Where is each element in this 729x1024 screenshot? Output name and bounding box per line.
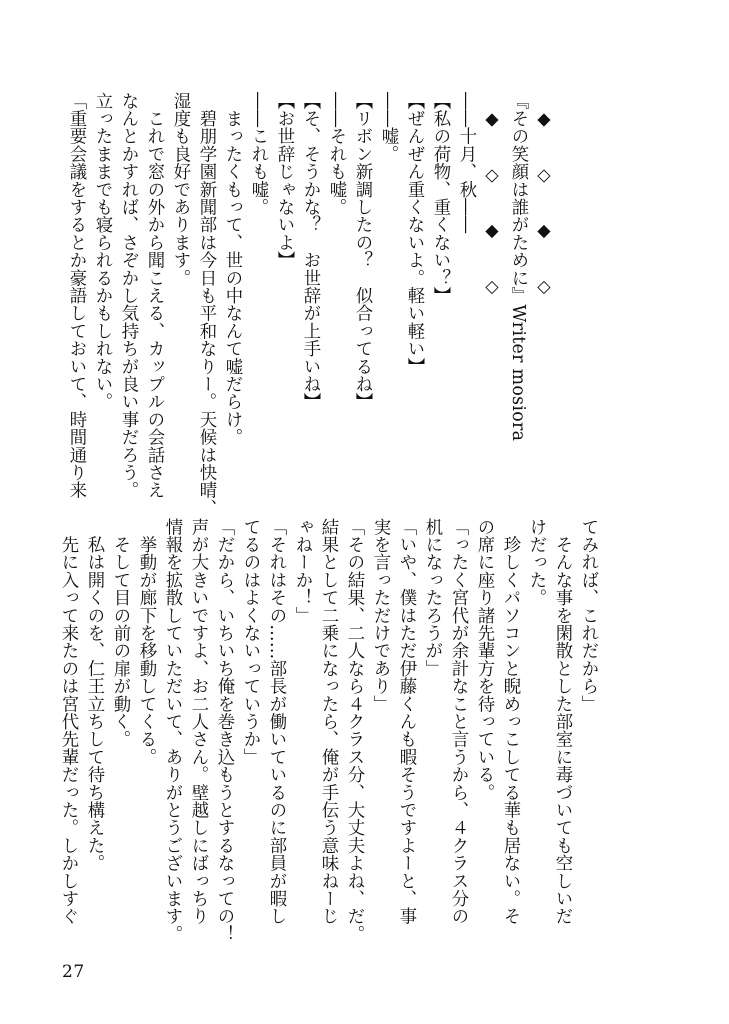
text-line: 【そ、そうかな？ お世辞が上手いね】 [300,92,320,411]
upper-text-block [66,92,557,517]
text-line: 【リボン新調したの？ 似合ってるね】 [352,92,372,411]
text-line: 声が大きいですよ、お二人さん。壁越しにばっちり [188,518,208,926]
text-line: てみれば、これだから」 [578,518,598,713]
text-line: ――十月、秋―― [456,92,476,234]
text-line: まったくもって、世の中なんて嘘だらけ。 [222,92,242,446]
lower-text-block [58,518,601,943]
text-line: 情報を拡散していただいて、ありがとうございます。 [162,518,182,943]
text-line: 「だから、いちいち俺を巻き込もうとするなっての！ [214,518,234,943]
text-line: 碧朋学園新聞部は今日も平和なりー。天候は快晴、 [196,92,216,517]
text-line: これで窓の外から聞こえる、カップルの会話さえ [144,92,164,500]
text-line: けだった。 [526,518,546,607]
text-line: 挙動が廊下を移動してくる。 [136,518,156,766]
text-line: 先に入って来たのは宮代先輩だった。しかしすぐ [58,518,78,926]
text-line: 【私の荷物、重くない？】 [430,92,450,305]
text-line: ◆ ◇ ◆ ◇ [534,92,554,298]
text-line: 「それはその……部長が働いているのに部員が暇し [266,518,286,926]
text-line: 【お世辞じゃないよ】 [274,92,294,269]
text-line: ――これも嘘。 [248,92,268,216]
text-line: ◆ ◇ ◆ ◇ [482,92,502,298]
text-line: なんとかすれば、さぞかし気持ちが良い事だろう。 [118,92,138,500]
text-line: 湿度も良好であります。 [170,92,190,287]
text-line: 立ったままでも寝られるかもしれない。 [92,92,112,411]
text-line: そんな事を閑散とした部室に毒づいても空しいだ [552,518,572,926]
text-line: 「ったく宮代が余計なこと言うから、４クラス分の [448,518,468,926]
text-line: ――それも嘘。 [326,92,346,216]
text-line: 机になったろうが」 [422,518,442,678]
text-line: 珍しくパソコンと睨めっこしてる華も居ない。そ [500,518,520,926]
text-line: 「いや、僕はただ伊藤くんも暇そうですよーと、事 [396,518,416,926]
text-line: 【ぜんぜん重くないよ。軽い軽い】 [404,92,424,376]
text-line: ――嘘。 [378,92,398,163]
text-line: ゃねーか！」 [292,518,312,625]
text-line: 実を言っただけであり」 [370,518,390,713]
text-line: の席に座り諸先輩方を待っている。 [474,518,494,802]
text-line: 結果として二乗になったら、俺が手伝う意味ねーじ [318,518,338,926]
page-number: 27 [62,962,85,982]
text-line: 私は開くのを、仁王立ちして待ち構えた。 [84,518,104,872]
text-line: そして目の前の扉が動く。 [110,518,130,749]
text-line: 『その笑顔は誰がために』Writer mosiora [508,92,528,442]
text-line: てるのはよくないっていうか」 [240,518,260,766]
text-line: 「その結果、二人なら４クラス分、大丈夫よね、だ。 [344,518,364,943]
text-line: 「重要会議をするとか豪語しておいて、時間通り来 [66,92,86,500]
